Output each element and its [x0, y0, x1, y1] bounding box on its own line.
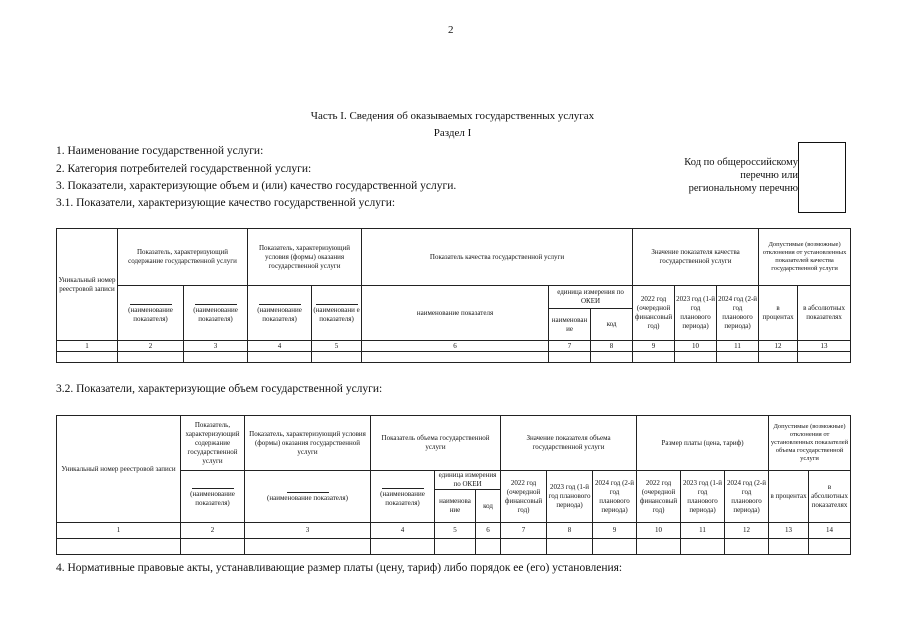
volume-value-header: Значение показателя объема государственной услуги: [501, 416, 637, 471]
service-name-line: 1. Наименование государственной услуги:: [56, 145, 264, 157]
col-num: 1: [57, 523, 181, 539]
col-num: 3: [184, 341, 248, 352]
year-2023-header: 2023 год (1-й год планового периода): [675, 286, 717, 341]
absolute-header: в абсолютных показателях: [809, 471, 851, 523]
col-num: 6: [476, 523, 501, 539]
col-num: 6: [362, 341, 549, 352]
unit-okei-header: единица измерения по ОКЕИ: [435, 471, 501, 490]
content-indicator-header: Показатель, характеризующий содержание государственной услуги: [181, 416, 245, 471]
col-num: 2: [181, 523, 245, 539]
content-indicator-header: Показатель, характеризующий содержание государственной услуги: [118, 229, 248, 286]
conditions-name: (наименование показателя): [245, 471, 371, 523]
col-num: 1: [57, 341, 118, 352]
deviations-header: Допустимые (возможные) отклонения от установленных показателей объема государственной услуги: [769, 416, 851, 471]
col-num: 4: [248, 341, 312, 352]
quality-indicator-header: Показатель качества государственной услуги: [362, 229, 633, 286]
year-2022-header: 2022 год (очередной финансовый год): [633, 286, 675, 341]
conditions-name-2: (наименовани е показателя): [312, 286, 362, 341]
col-num: 7: [501, 523, 547, 539]
col-num: 10: [637, 523, 681, 539]
col-num: 13: [798, 341, 851, 352]
volume-2022-header: 2022 год (очередной финансовый год): [501, 471, 547, 523]
consumer-category-line: 2. Категория потребителей государственной услуги:: [56, 163, 312, 175]
col-num: 2: [118, 341, 184, 352]
volume-table: [56, 415, 851, 555]
volume-2024-header: 2024 год (2-й год планового периода): [593, 471, 637, 523]
unit-code-header: код: [591, 309, 633, 341]
code-label: Код по общероссийскому перечню или региональному перечню: [684, 157, 798, 194]
volume-indicators-line: 3.2. Показатели, характеризующие объем государственной услуги:: [56, 383, 383, 395]
col-num: 11: [717, 341, 759, 352]
col-num: 12: [759, 341, 798, 352]
unit-okei-header: единица измерения по ОКЕИ: [549, 286, 633, 309]
percent-header: в процентах: [759, 286, 798, 341]
section-title: Раздел I: [433, 127, 472, 139]
fee-2022-header: 2022 год (очередной финансовый год): [637, 471, 681, 523]
quality-value-header: Значение показателя качества государственной услуги: [633, 229, 759, 286]
col-num: 9: [633, 341, 675, 352]
col-num: 12: [725, 523, 769, 539]
deviations-header: Допустимые (возможные) отклонения от установленных показателей качества государственной услуги: [759, 229, 851, 286]
quality-indicators-line: 3.1. Показатели, характеризующие качество государственной услуги:: [56, 197, 396, 209]
column-numbers-row: [57, 341, 851, 352]
table-row[interactable]: [57, 352, 851, 363]
col-num: 13: [769, 523, 809, 539]
normative-acts-line: 4. Нормативные правовые акты, устанавливающие размер платы (цену, тариф) либо порядок ее (его) установления:: [56, 562, 623, 574]
code-box[interactable]: [798, 142, 846, 213]
table-row[interactable]: [57, 539, 851, 555]
col-num: 10: [675, 341, 717, 352]
content-name-2: (наименование показателя): [184, 286, 248, 341]
unit-name-header: наименован ие: [549, 309, 591, 341]
conditions-indicator-header: Показатель, характеризующий условия (формы) оказания государственной услуги: [245, 416, 371, 471]
conditions-name-1: (наименование показателя): [248, 286, 312, 341]
unique-record-header: Уникальный номер реестровой записи: [57, 229, 118, 341]
fee-2023-header: 2023 год (1-й год планового периода): [681, 471, 725, 523]
col-num: 5: [435, 523, 476, 539]
col-num: 8: [547, 523, 593, 539]
indicator-name-header: наименование показателя: [362, 286, 549, 341]
col-num: 14: [809, 523, 851, 539]
content-name: (наименование показателя): [181, 471, 245, 523]
unique-record-header: Уникальный номер реестровой записи: [57, 416, 181, 523]
col-num: 7: [549, 341, 591, 352]
percent-header: в процентах: [769, 471, 809, 523]
col-num: 8: [591, 341, 633, 352]
conditions-indicator-header: Показатель, характеризующий условия (формы) оказания государственной услуги: [248, 229, 362, 286]
column-numbers-row: [57, 523, 851, 539]
quality-table: [56, 228, 851, 363]
volume-name: (наименование показателя): [371, 471, 435, 523]
col-num: 4: [371, 523, 435, 539]
page-number: 2: [448, 24, 454, 36]
volume-indicator-header: Показатель объема государственной услуги: [371, 416, 501, 471]
col-num: 9: [593, 523, 637, 539]
absolute-header: в абсолютных показателях: [798, 286, 851, 341]
year-2024-header: 2024 год (2-й год планового периода): [717, 286, 759, 341]
content-name-1: (наименование показателя): [118, 286, 184, 341]
unit-name-header: наименова ние: [435, 490, 476, 523]
col-num: 3: [245, 523, 371, 539]
unit-code-header: код: [476, 490, 501, 523]
fee-header: Размер платы (цена, тариф): [637, 416, 769, 471]
fee-2024-header: 2024 год (2-й год планового периода): [725, 471, 769, 523]
indicators-line: 3. Показатели, характеризующие объем и (или) качество государственной услуги.: [56, 180, 457, 192]
col-num: 5: [312, 341, 362, 352]
col-num: 11: [681, 523, 725, 539]
part-title: Часть I. Сведения об оказываемых государственных услугах: [310, 110, 595, 122]
volume-2023-header: 2023 год (1-й год планового периода): [547, 471, 593, 523]
